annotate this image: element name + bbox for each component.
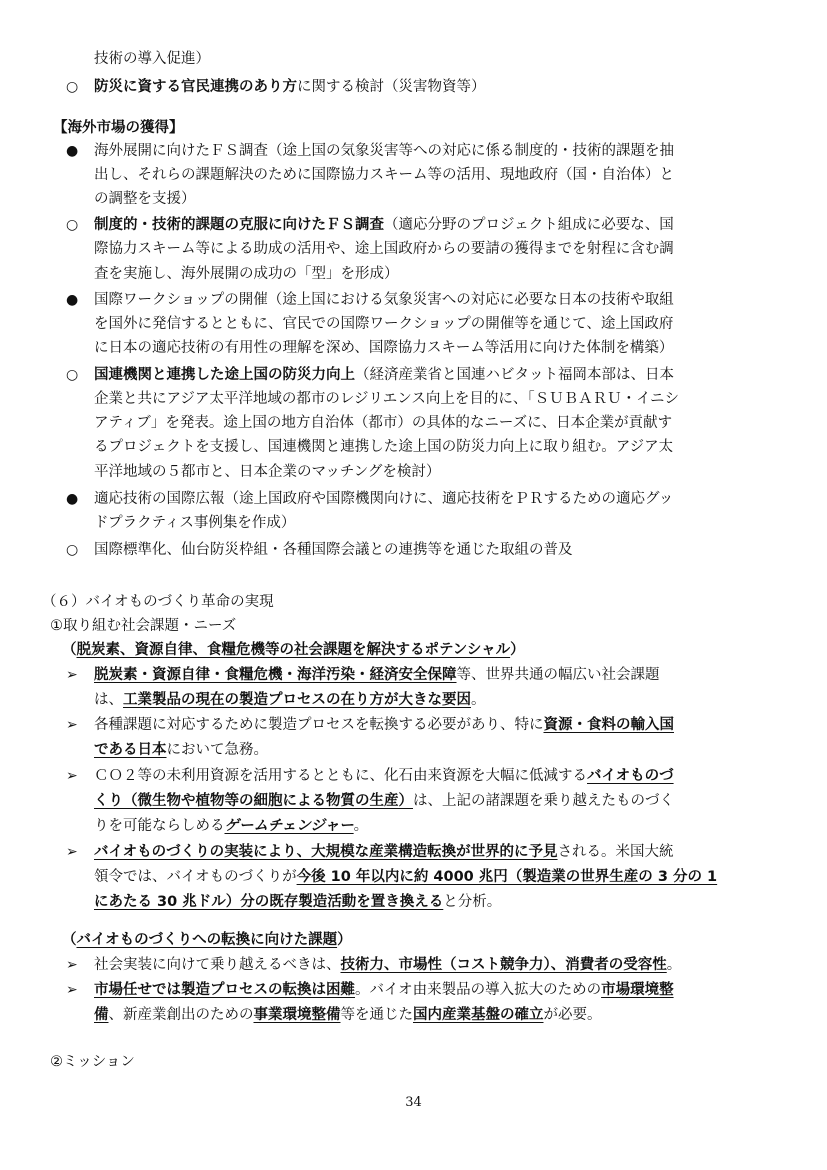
filled-circle-bullet: ● [66, 491, 79, 507]
emphasis: 工業製品の現在の製造プロセスの在り方が大きな要因 [123, 692, 471, 708]
emphasis: 国内産業基盤の確立 [413, 1007, 544, 1023]
text: 各種課題に対応するために製造プロセスを転換する必要があり、特に [94, 717, 544, 733]
arrow-bullet: ➢ [66, 768, 78, 784]
text: 、新産業創出のための [108, 1007, 254, 1023]
text-line: 適応技術の国際広報（途上国政府や国際機関向けに、適応技術をＰＲするための適応グッ [94, 491, 674, 507]
underlined-phrase: バイオものづくりへの転換に向けた課題 [76, 932, 338, 948]
subsection-heading [62, 930, 352, 950]
open-circle-bullet: ○ [66, 217, 79, 233]
text: ＣＯ２等の未利用資源を活用するとともに、化石由来資源を大幅に低減する [94, 768, 587, 784]
text-line: に日本の適応技術の有用性の理解を深め、国際協力スキーム等活用に向けた体制を構築） [94, 340, 674, 356]
bullet-item [94, 365, 674, 385]
text: に関する検討（災害物資等） [297, 79, 486, 95]
bullet-item [94, 215, 674, 235]
text-line [94, 791, 674, 811]
text: （ [62, 932, 77, 948]
text: 社会実装に向けて乗り越えるべきは、 [94, 957, 341, 973]
bullet-item [94, 715, 674, 735]
open-circle-bullet: ○ [66, 367, 79, 383]
text-line: 出し、それらの課題解決のために国際協力スキーム等の活用、現地政府（国・自治体）と [94, 167, 674, 183]
emphasis: くり（微生物や植物等の細胞による物質の生産） [94, 793, 413, 809]
text: （適応分野のプロジェクト組成に必要な、国 [384, 217, 674, 233]
text-line: 国際ワークショップの開催（途上国における気象災害への対応に必要な日本の技術や取組 [94, 292, 674, 308]
bold-phrase: 国連機関と連携した途上国の防災力向上 [94, 367, 355, 383]
emphasis: 今後 10 年以内に約 4000 兆円（製造業の世界生産の 3 分の 1 [296, 869, 718, 885]
bullet-item [94, 980, 674, 1000]
text-line: 企業と共にアジア太平洋地域の都市のレジリエンス向上を目的に、「ＳＵＢＡＲＵ・イニシ [94, 391, 679, 407]
text-line [94, 892, 501, 912]
text-line: るプロジェクトを支援し、国連機関と連携した途上国の防災力向上に取り組む。アジア太 [94, 439, 674, 455]
emphasis: にあたる 30 兆ドル）分の既存製造活動を置き換える [94, 894, 444, 910]
page-number: 34 [405, 1095, 422, 1110]
underlined-phrase: 脱炭素、資源自律、食糧危機等の社会課題を解決するポテンシャル [76, 642, 511, 658]
emphasis: ゲームチェンジャー [224, 818, 354, 834]
text: （経済産業省と国連ハビタット福岡本部は、日本 [355, 367, 674, 383]
subsection-title: ②ミッション [50, 1054, 135, 1070]
text: 領令では、バイオものづくりが [94, 869, 297, 885]
text: と分析。 [443, 894, 502, 910]
emphasis: 市場環境整 [601, 982, 674, 998]
text: 技術の導入促進） [94, 51, 210, 67]
emphasis: である日本 [94, 742, 167, 758]
text-line: を国外に発信するとともに、官民での国際ワークショップの開催等を通じて、途上国政府 [94, 316, 674, 332]
text: される。米国大統 [557, 844, 674, 860]
text: りを可能ならしめる [94, 818, 225, 834]
text-line [94, 49, 210, 69]
arrow-bullet: ➢ [66, 667, 78, 683]
text-line: 国際標準化、仙台防災枠組・各種国際会議との連携等を通じた取組の普及 [94, 542, 573, 558]
text-line: 際協力スキーム等による助成の活用や、途上国政府からの要請の獲得までを射程に含む調 [94, 241, 674, 257]
subsection-title: ①取り組む社会課題・ニーズ [50, 618, 237, 634]
text-line [94, 1005, 602, 1025]
text-line [94, 867, 717, 887]
text-line [94, 740, 268, 760]
text-line: の調整を支援） [94, 191, 196, 207]
text-line: 平洋地域の５都市と、日本企業のマッチングを検討） [94, 464, 441, 480]
emphasis: 資源・食料の輸入国 [543, 717, 674, 733]
bullet-item [94, 766, 674, 786]
text: ） [337, 932, 352, 948]
text-line [94, 690, 486, 710]
section-title: （６）バイオものづくり革命の実現 [42, 594, 274, 610]
emphasis: バイオものづくりの実装により、大規模な産業構造転換が世界的に予見 [94, 844, 558, 860]
text: は、上記の諸課題を乗り越えたものづく [413, 793, 674, 809]
arrow-bullet: ➢ [66, 844, 78, 860]
text: （ [62, 642, 77, 658]
filled-circle-bullet: ● [66, 143, 79, 159]
text: 。 [666, 957, 682, 973]
open-circle-bullet: ○ [66, 542, 79, 558]
bullet-item [94, 842, 674, 862]
text-line: 査を実施し、海外展開の成功の「型」を形成） [94, 266, 399, 282]
section-heading: 【海外市場の獲得】 [53, 120, 184, 136]
text: 。バイオ由来製品の導入拡大のための [355, 982, 602, 998]
filled-circle-bullet: ● [66, 292, 79, 308]
text: は、 [94, 692, 123, 708]
emphasis: 市場任せでは製造プロセスの転換は困難 [94, 982, 355, 998]
text-line: ドプラクティス事例集を作成） [94, 515, 296, 531]
emphasis: 事業環境整備 [253, 1007, 341, 1023]
open-circle-bullet: ○ [66, 79, 79, 95]
bold-phrase: 防災に資する官民連携のあり方 [94, 79, 297, 95]
text: 等、世界共通の幅広い社会課題 [456, 667, 660, 683]
bold-phrase: 制度的・技術的課題の克服に向けたＦＳ調査 [94, 217, 384, 233]
arrow-bullet: ➢ [66, 982, 78, 998]
emphasis: 備 [94, 1007, 109, 1023]
text: 等を通じた [340, 1007, 413, 1023]
bullet-item [94, 77, 486, 97]
text: において急務。 [166, 742, 268, 758]
text: ） [510, 642, 525, 658]
text: が必要。 [543, 1007, 602, 1023]
bullet-item [94, 665, 660, 685]
text: 。 [471, 692, 486, 708]
emphasis: 脱炭素・資源自律・食糧危機・海洋汚染・経済安全保障 [94, 667, 457, 683]
text: 。 [353, 818, 369, 834]
arrow-bullet: ➢ [66, 957, 78, 973]
text-line: 海外展開に向けたＦＳ調査（途上国の気象災害等への対応に係る制度的・技術的課題を抽 [94, 143, 674, 159]
emphasis: バイオものづ [587, 768, 674, 784]
text-line: アティブ」を発表。途上国の地方自治体（都市）の具体的なニーズに、日本企業が貢献す [94, 415, 673, 431]
emphasis: 技術力、市場性（コスト競争力）、消費者の受容性 [340, 957, 667, 973]
arrow-bullet: ➢ [66, 717, 78, 733]
bullet-item [94, 955, 681, 975]
subsection-heading [62, 640, 525, 660]
text-line [94, 816, 368, 836]
